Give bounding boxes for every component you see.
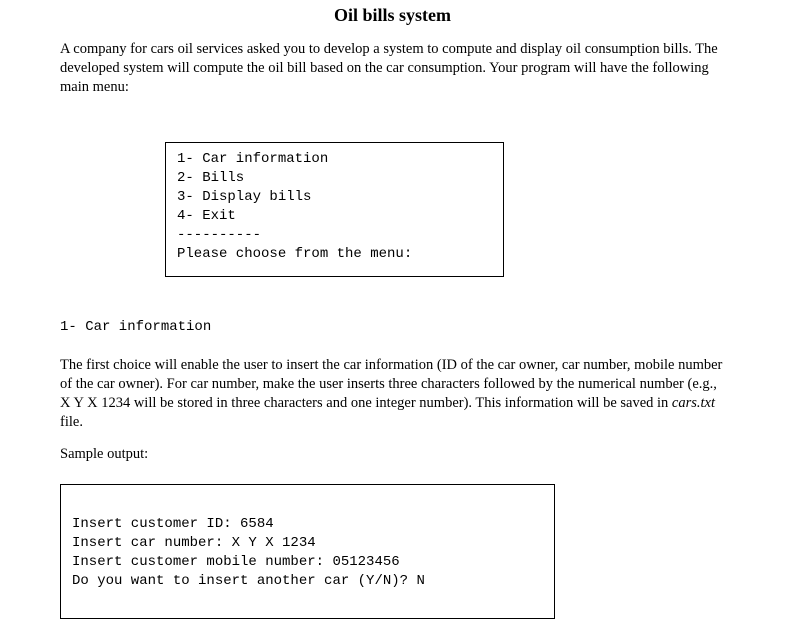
menu-item: 2- Bills [177, 170, 245, 186]
menu-box [165, 142, 504, 277]
menu-item: 1- Car information [177, 151, 329, 167]
section-heading: 1- Car information [60, 319, 212, 335]
menu-prompt: Please choose from the menu: [177, 246, 413, 262]
sample-output-box [60, 484, 555, 619]
page-title: Oil bills system [333, 5, 451, 25]
intro-paragraph: A company for cars oil services asked you to develop a system to compute and display oil consumption bills. The developed system will compute the oil bill based on the car consumption. Your program will have the following main menu: [60, 41, 718, 95]
sample-output-line: Insert car number: X Y X 1234 [72, 535, 316, 551]
menu-item: 4- Exit [177, 208, 236, 224]
description-text-end: file. [60, 414, 83, 430]
section-description [60, 356, 730, 432]
sample-output-line: Insert customer ID: 6584 [72, 516, 274, 532]
sample-output-line: Do you want to insert another car (Y/N)? N [72, 573, 425, 589]
sample-label: Sample output: [60, 446, 149, 462]
sample-output-line: Insert customer mobile number: 05123456 [72, 554, 400, 570]
menu-separator: ---------- [177, 227, 262, 243]
filename: cars.txt [671, 395, 716, 411]
description-text: The first choice will enable the user to insert the car information (ID of the car owner, car number, mobile number of the car owner). For car number, make the user inserts three characters followed by the numerical number (e.g., X Y X 1234 will be stored in three characters and one integer number). This information will be saved in [60, 357, 723, 411]
menu-item: 3- Display bills [177, 189, 312, 205]
